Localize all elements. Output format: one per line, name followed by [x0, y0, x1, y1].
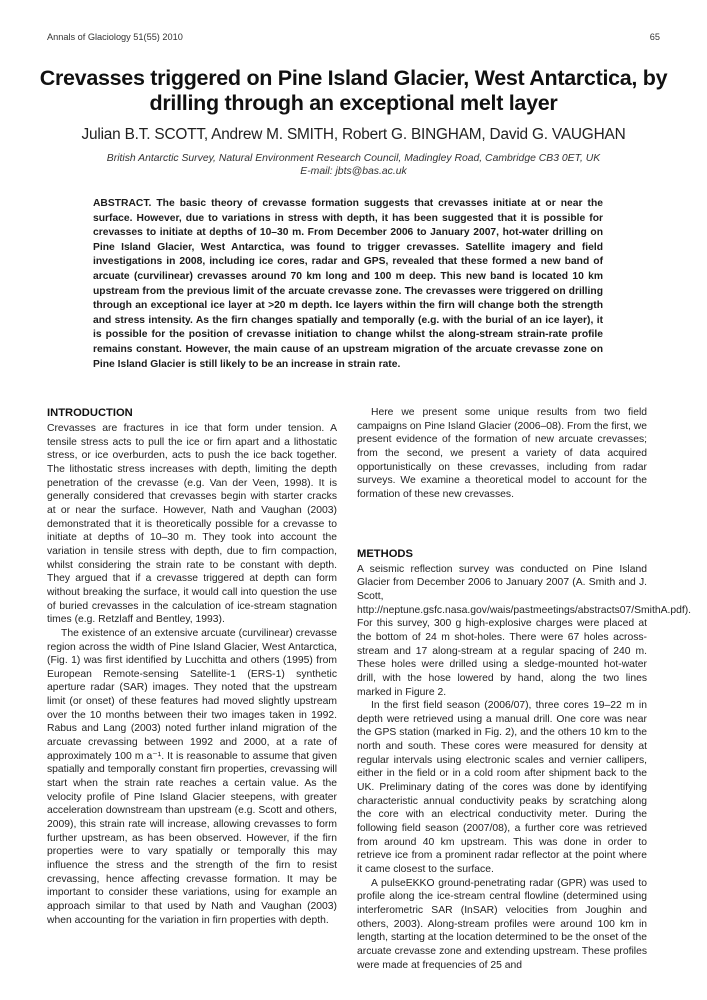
methods-paragraph-3: A pulseEKKO ground-penetrating radar (GPR) was used to profile along the ice-stream central flowline (determined using interferometric SAR (InSAR) velocities from Joughin and others, 2003). Along-stream profiles were around 100 km in length, starting at the location determined to be the onset of the arcuate crevasse zone and extending upstream. These profiles were made at frequencies of 25 and: [357, 877, 647, 971]
journal-citation: Annals of Glaciology 51(55) 2010: [47, 32, 183, 42]
introduction-paragraph-1: Crevasses are fractures in ice that form under tension. A tensile stress acts to pull the ice or firn apart and a lithostatic stress, or ice overburden, acts to push the ice back together. The lithostatic stress increases with depth, limiting the depth penetration of the crevasse (e.g. Van der Veen, 1998). It is generally considered that crevasses begin with starter cracks at or near the surface. However, Nath and Vaughan (2003) demonstrated that it is theoretically possible for a crevasse to initiate at depths of 10–30 m. They took into account the variation in tensile stress with depth, due to firn compaction, whilst considering the strain rate to be constant with depth. They argued that if a crevasse triggered at depth can form without breaking the surface, it would call into question the use of buried crevasses in the calculation of ice-stream stagnation times (e.g. Retzlaff and Bentley, 1993).: [47, 423, 337, 626]
affiliation-block: [40, 152, 667, 178]
page-number: 65: [649, 32, 660, 42]
methods-paragraph-2: In the first field season (2006/07), three cores 19–22 m in depth were retrieved using a manual drill. One core was near the GPS station (marked in Fig. 2), and the others 10 km to the north and south. These cores were measured for density at regular intervals using electronic scales and vernier callipers, either in the field or in a cold room after shipment back to the UK. Preliminary dating of the cores was done by identifying characteristic annual conductivity peaks by scratching along the core with an electrical conductivity meter. During the following field season (2007/08), a further core was retrieved from around 40 km upstream. This was done in order to retrieve ice from a prominent radar reflector at the point where it came closest to the surface.: [357, 700, 647, 876]
paper-title: Crevasses triggered on Pine Island Glacier, West Antarctica, by drilling through an exceptional melt layer: [39, 66, 668, 115]
section-heading-methods: METHODS: [357, 547, 413, 560]
affiliation: British Antarctic Survey, Natural Environment Research Council, Madingley Road, Cambridge CB3 0ET, UK: [106, 153, 601, 164]
running-head: [47, 32, 660, 46]
right-column: [357, 406, 692, 972]
author-list: Julian B.T. SCOTT, Andrew M. SMITH, Robert G. BINGHAM, David G. VAUGHAN: [81, 126, 626, 143]
introduction-paragraph-2: The existence of an extensive arcuate (curvilinear) crevasse region across the width of Pine Island Glacier, West Antarctica, (Fig. 1) was first identified by Lucchitta and others (1995) from European Remote-sensing Satellite-1 (ERS-1) synthetic aperture radar (SAR) images. They noted that the upstream limit (or onset) of these features had moved slightly upstream over the 10 months between their two images taken in 1992. Rabus and Lang (2003) noted further inland migration of the arcuate crevassing between 1992 and 2000, at a rate of approximately 100 m a⁻¹. It is reasonable to assume that given spatially and temporally constant firn properties, crevassing will start when the strain rate reaches a certain value. As the velocity profile of Pine Island Glacier steepens, with greater acceleration downstream than upstream (e.g. Scott and others, 2009), this strain rate will increase, allowing crevasses to form further upstream, as has been observed. However, if the firn properties were to vary spatially or temporally this may influence the stress and the strength of the firn to resist crevassing, hence affecting crevasse formation. It may be important to consider these variations, using for example an approach similar to that used by Nath and Vaughan (2003) when accounting for the variation in firn properties with depth.: [47, 627, 337, 926]
methods-paragraph-1: A seismic reflection survey was conducted on Pine Island Glacier from December 2006 to January 2007 (A. Smith and J. Scott, http://neptune.gsfc.nasa.gov/wais/pastmeetings/abstracts07/SmithA.pdf). For this survey, 300 g high-explosive charges were placed at the bottom of 24 m shot-holes. There were 67 holes across-stream and 17 along-stream at a regular spacing of 240 m. These holes were drilled using a sledge-mounted hot-water drill, with the hose lowered by hand, along the two lines marked in Figure 2.: [357, 563, 692, 698]
contact-email: E-mail: jbts@bas.ac.uk: [300, 166, 407, 177]
introduction-paragraph-3: Here we present some unique results from two field campaigns on Pine Island Glacier (2006–08). From the first, we present evidence of the formation of new arcuate crevasses; from the second, we present a variety of data acquired opportunistically on these crevasses, including from radar surveys. We examine a theoretical model to account for the formation of these new crevasses.: [357, 407, 647, 500]
left-column: [47, 406, 337, 927]
abstract: ABSTRACT. The basic theory of crevasse formation suggests that crevasses initiate at or near the surface. However, due to variations in stress with depth, it has been suggested that it is possible for crevasses to initiate at depths of 10–30 m. From December 2006 to January 2007, hot-water drilling on Pine Island Glacier, West Antarctica, was found to trigger crevasses. Satellite imagery and field investigations in 2008, including ice cores, radar and GPS, revealed that these formed a new band of arcuate (curvilinear) crevasses around 70 km long and 100 m deep. This new band is located 10 km upstream from the previous limit of the arcuate crevasse zone. The crevasses were triggered on drilling through an exceptional ice layer at >20 m depth. Ice layers within the firn will change both the strength and stress intensity. As the firn changes spatially and temporally (e.g. with the burial of an ice layer), it is possible for the position of crevasse initiation to change whilst the along-stream strain-rate profile remains constant. However, the main cause of an upstream migration of the arcuate crevasse zone on Pine Island Glacier is still likely to be an increase in strain rate.: [93, 198, 603, 370]
section-heading-introduction: INTRODUCTION: [47, 407, 133, 419]
